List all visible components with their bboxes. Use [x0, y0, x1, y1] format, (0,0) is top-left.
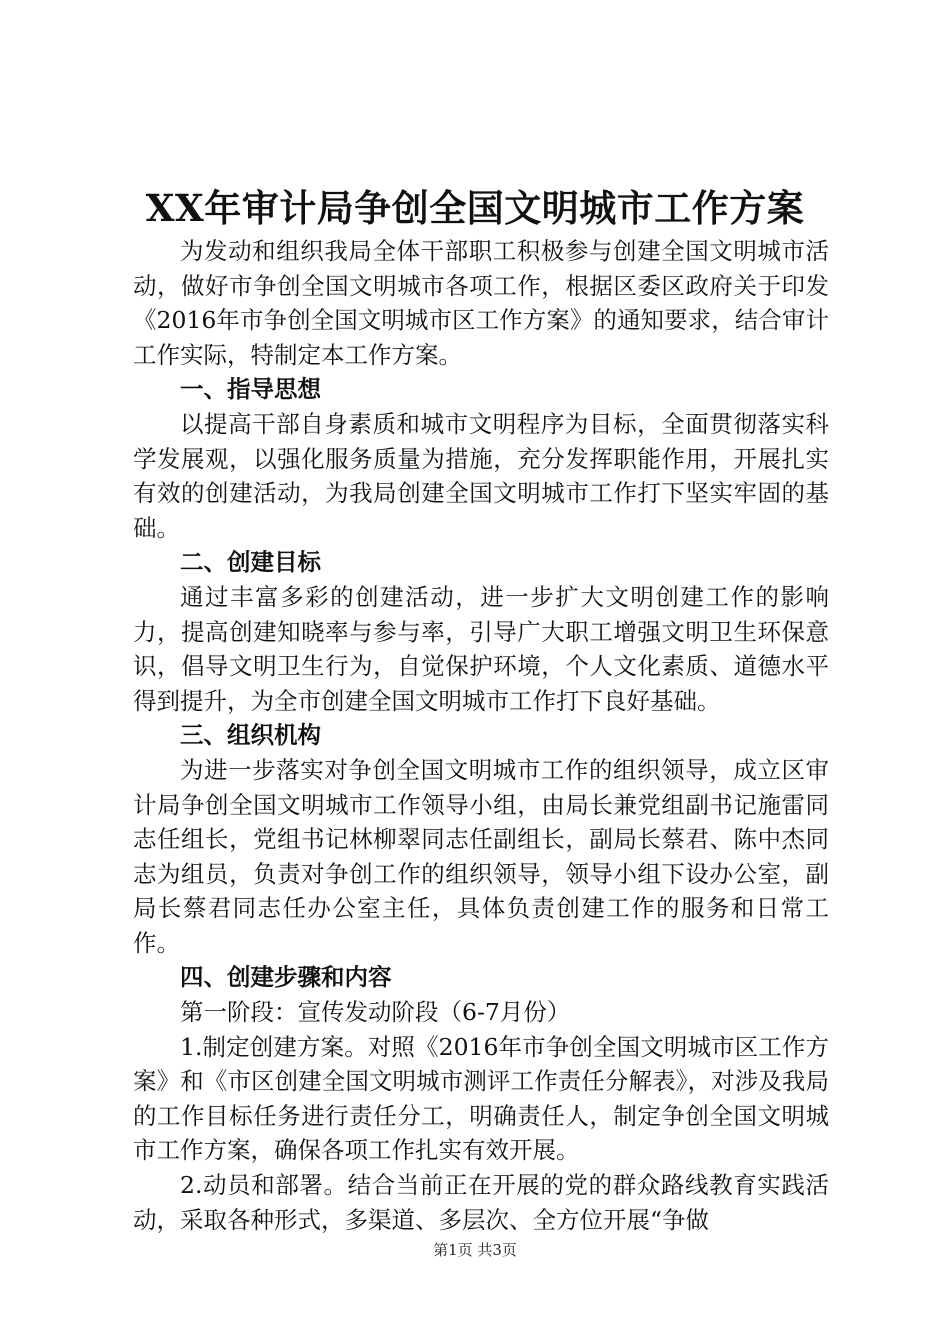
step-one-paragraph: 1.制定创建方案。对照《2016年市争创全国文明城市区工作方案》和《市区创建全国文明城市测评工作责任分解表》，对涉及我局的工作目标任务进行责任分工，明确责任人，制定争创全国文明城市工作方案，确保各项工作扎实有效开展。	[133, 1032, 829, 1165]
section-heading-steps: 四、创建步骤和内容	[180, 963, 392, 992]
intro-paragraph: 为发动和组织我局全体干部职工积极参与创建全国文明城市活动，做好市争创全国文明城市各项工作，根据区委区政府关于印发《2016年市争创全国文明城市区工作方案》的通知要求，结合审计工作实际，特制定本工作方案。	[133, 237, 829, 369]
section-heading-organization: 三、组织机构	[180, 721, 321, 750]
organization-paragraph: 为进一步落实对争创全国文明城市工作的组织领导，成立区审计局争创全国文明城市工作领导小组，由局长兼党组副书记施雷同志任组长，党组书记林柳翠同志任副组长，副局长蔡君、陈中杰同志为组员，负责对争创工作的组织领导，领导小组下设办公室，副局长蔡君同志任办公室主任，具体负责创建工作的服务和日常工作。	[133, 755, 829, 957]
document-body	[133, 234, 829, 1237]
section-heading-goals: 二、创建目标	[180, 548, 321, 577]
page-footer: 第1页 共3页	[433, 1241, 517, 1259]
document-title: XX年审计局争创全国文明城市工作方案	[145, 186, 805, 230]
step-two-paragraph: 2.动员和部署。结合当前正在开展的党的群众路线教育实践活动，采取各种形式，多渠道、多层次、全方位开展“争做	[133, 1171, 829, 1234]
stage-one-paragraph: 第一阶段：宣传发动阶段（6-7月份）	[180, 998, 571, 1027]
goals-paragraph: 通过丰富多彩的创建活动，进一步扩大文明创建工作的影响力，提高创建知晓率与参与率，引导广大职工增强文明卫生环保意识，倡导文明卫生行为，自觉保护环境，个人文化素质、道德水平得到提升，为全市创建全国文明城市工作打下良好基础。	[133, 582, 829, 715]
guiding-ideology-paragraph: 以提高干部自身素质和城市文明程序为目标，全面贯彻落实科学发展观，以强化服务质量为措施，充分发挥职能作用，开展扎实有效的创建活动，为我局创建全国文明城市工作打下坚实牢固的基础。	[133, 409, 829, 542]
section-heading-guiding-ideology: 一、指导思想	[180, 375, 321, 404]
